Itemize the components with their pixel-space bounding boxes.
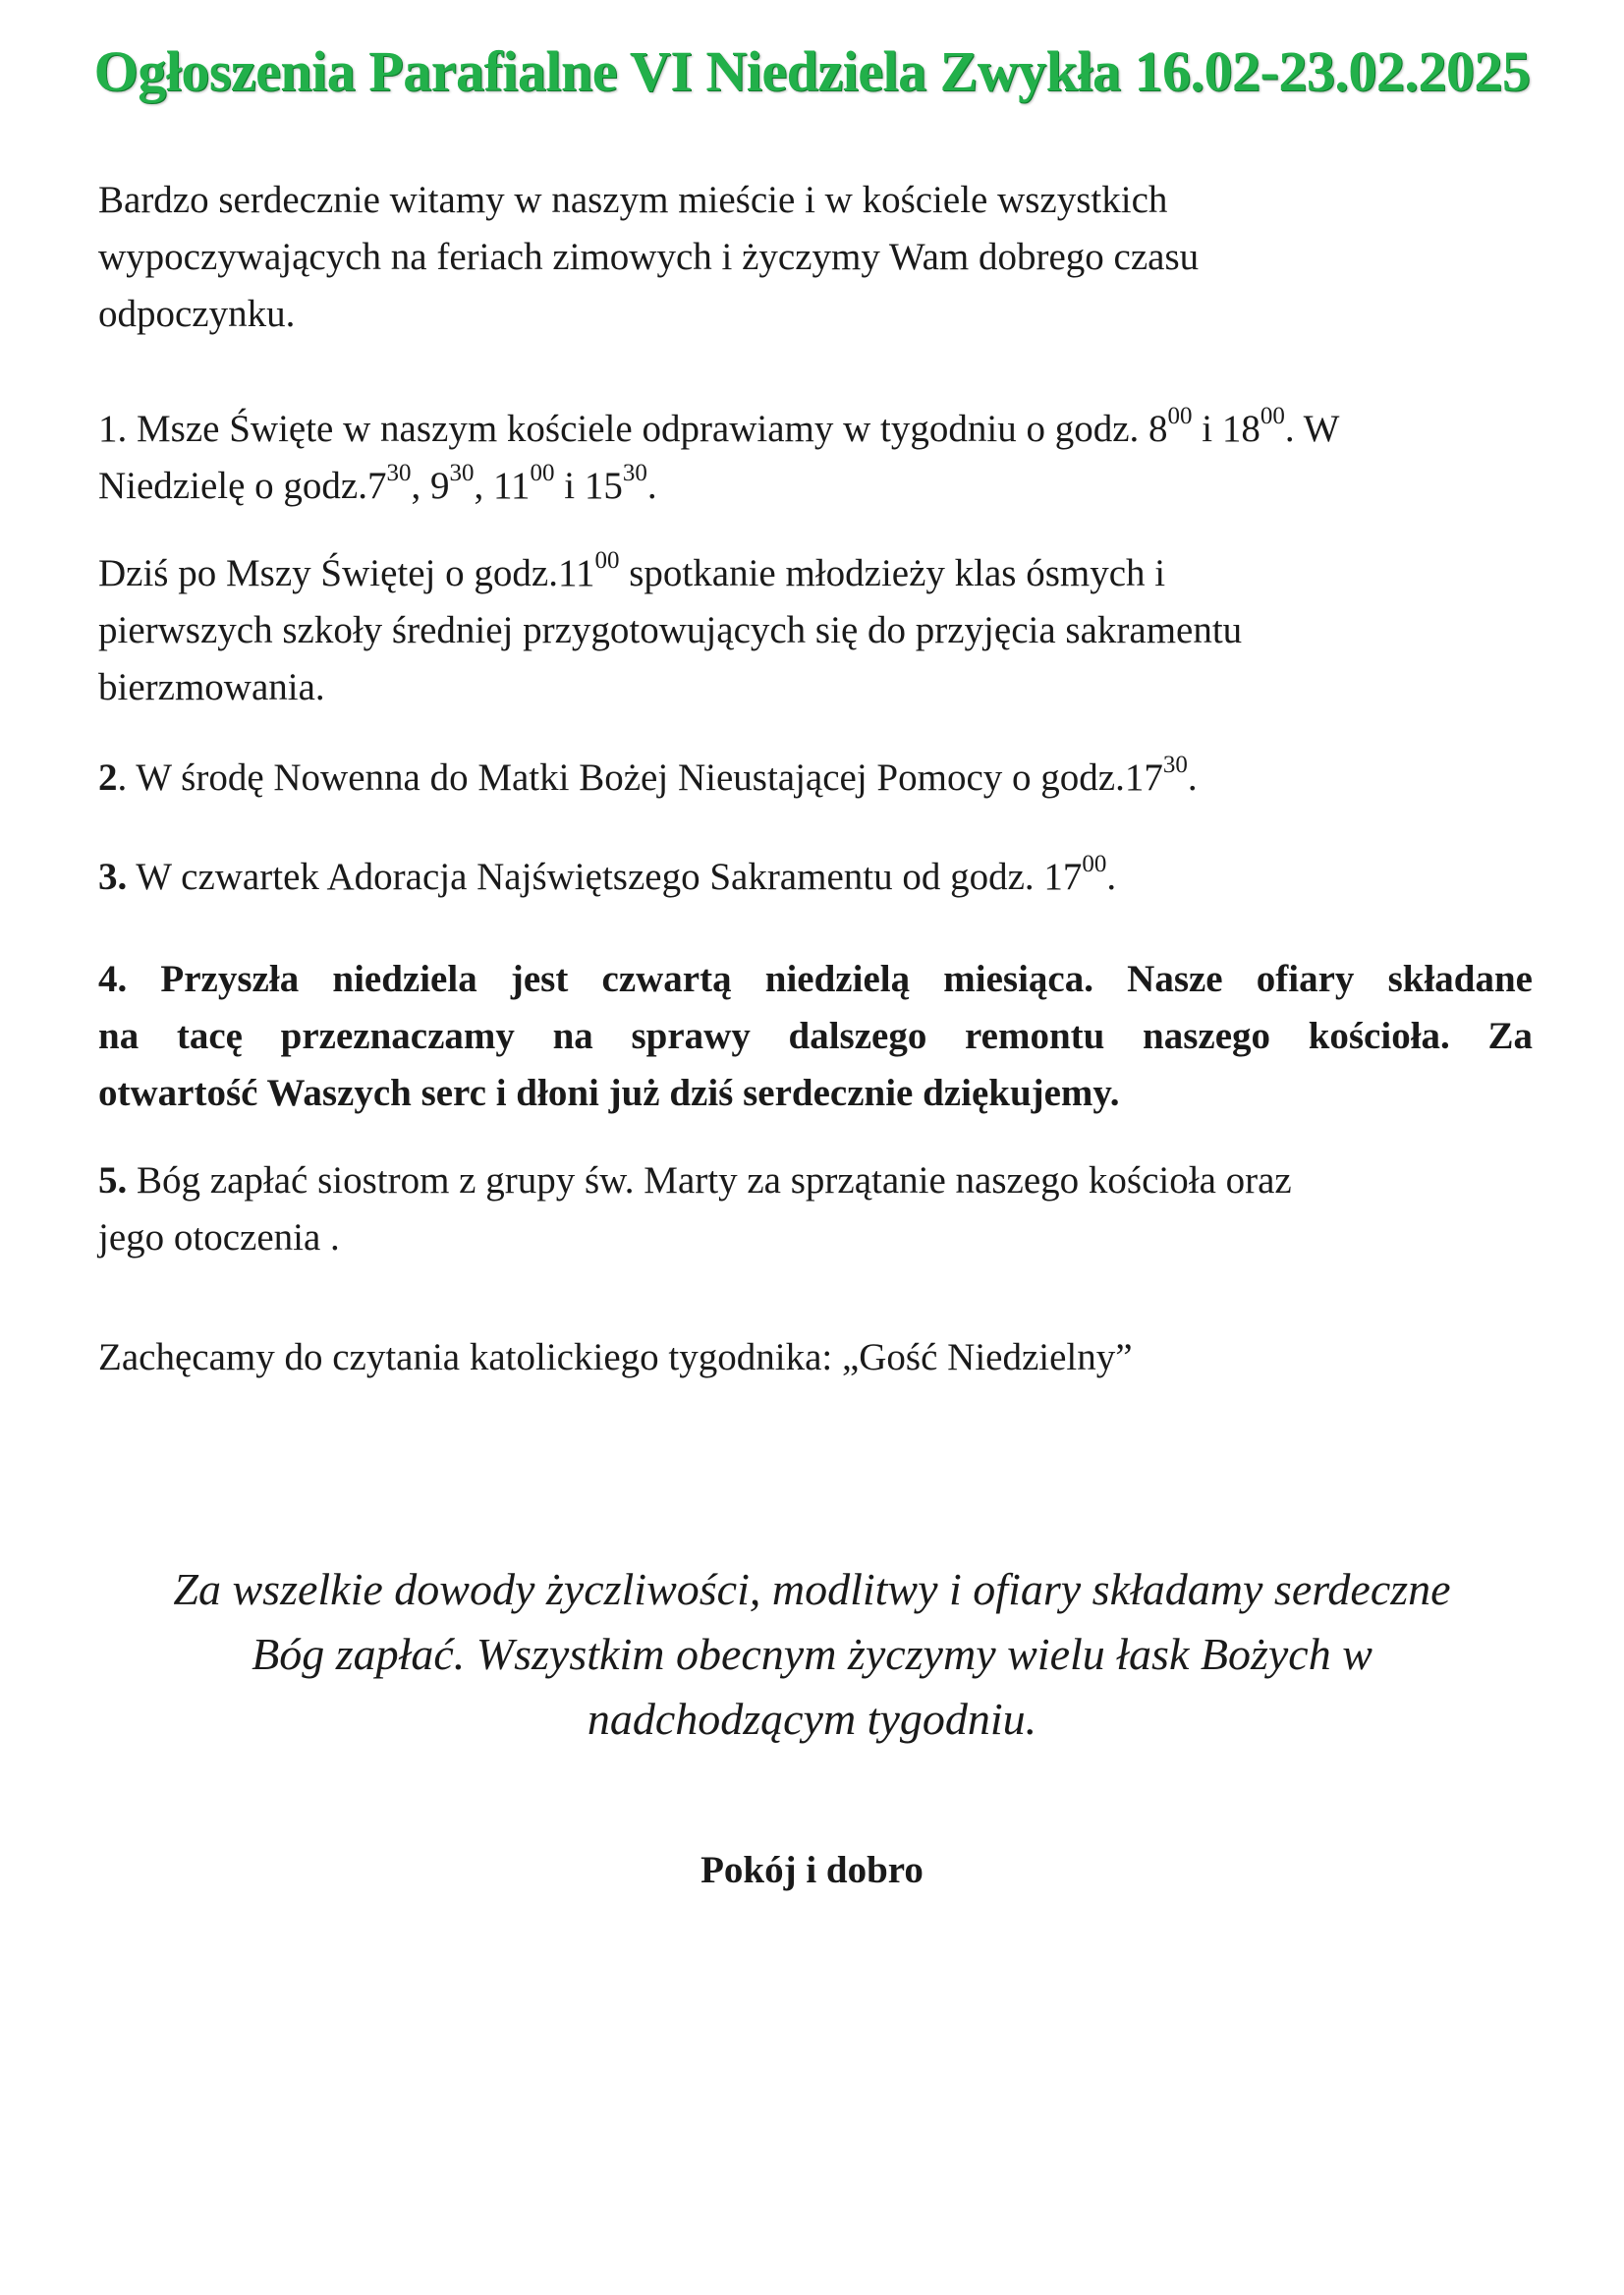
mass-time-text: . [646,465,657,507]
greeting-paragraph [98,172,1533,343]
mass-time-text: , 9 [411,465,450,507]
announcement-4 [98,951,1533,1122]
youth-meeting-line-2: pierwszych szkoły średniej przygotowujących się do przyjęcia sakramentu [98,609,1243,651]
time-sup: 00 [1167,403,1193,429]
announcement-4-line-3: otwartość Waszych serc i dłoni już dziś serdecznie dziękujemy. [98,1072,1120,1114]
announcement-1 [98,401,1533,515]
announcement-2-number: 2 [98,756,118,799]
page-title: Ogłoszenia Parafialne VI Niedziela Zwykła 16.02-23.02.2025 [93,39,1531,103]
announcement-2 [98,750,1533,807]
announcement-4-line-1: 4. Przyszła niedziela jest czwartą niedzielą miesiąca. Nasze ofiary składane [98,958,1533,1000]
reading-recommendation: Zachęcamy do czytania katolickiego tygodnika: „Gość Niedzielny” [98,1336,1133,1378]
closing-paragraph [0,1557,1624,1752]
time-sup: 00 [594,547,620,574]
announcement-4-line-2: na tacę przeznaczamy na sprawy dalszego remontu naszego kościoła. Za [98,1015,1533,1057]
mass-time-text: , 11 [474,465,531,507]
greeting-line-2: wypoczywających na feriach zimowych i życzymy Wam dobrego czasu [98,236,1200,278]
time-sup: 00 [530,460,555,486]
announcement-5 [98,1152,1533,1266]
announcement-2-text: . [1187,756,1198,799]
greeting-line-3: odpoczynku. [98,293,296,335]
mass-times-sunday: Niedzielę o godz.7 [98,465,387,507]
youth-meeting-paragraph [98,545,1533,716]
youth-meeting-text: Dziś po Mszy Świętej o godz.11 [98,552,595,594]
youth-meeting-line-3: bierzmowania. [98,666,325,708]
youth-meeting-line-1 [98,545,1533,602]
time-sup: 30 [1162,752,1188,778]
time-sup: 00 [1082,851,1107,877]
closing-line-1: Za wszelkie dowody życzliwości, modlitwy i ofiary składamy serdeczne [173,1564,1451,1614]
greeting-line-1: Bardzo serdecznie witamy w naszym mieście i w kościele wszystkich [98,179,1168,221]
announcement-5-line-1 [98,1152,1533,1209]
time-sup: 30 [622,460,647,486]
mass-time-text: . W [1284,408,1340,450]
announcement-3-text: W czwartek Adoracja Najświętszego Sakramentu od godz. 17 [127,856,1083,898]
time-sup: 30 [386,460,412,486]
announcement-5-number: 5. [98,1159,128,1202]
closing-line-3: nadchodzącym tygodniu. [587,1694,1037,1744]
time-sup: 00 [1260,403,1285,429]
mass-time-text: i 18 [1192,408,1260,450]
announcement-3-number: 3. [98,856,128,898]
mass-times-weekday: 1. Msze Święte w naszym kościele odprawiamy w tygodniu o godz. 8 [98,408,1168,450]
announcement-1-line-1 [98,401,1533,458]
youth-meeting-text: spotkanie młodzieży klas ósmych i [619,552,1166,594]
sign-off: Pokój i dobro [700,1849,924,1891]
announcement-5-text: Bóg zapłać siostrom z grupy św. Marty za sprzątanie naszego kościoła oraz [127,1159,1292,1202]
time-sup: 30 [449,460,475,486]
closing-line-2: Bóg zapłać. Wszystkim obecnym życzymy wielu łask Bożych w [252,1629,1372,1679]
announcement-1-line-2 [98,458,1533,515]
announcement-5-line-2: jego otoczenia . [98,1216,340,1259]
announcement-3-text: . [1106,856,1117,898]
mass-time-text: i 15 [554,465,623,507]
announcement-3 [98,849,1533,906]
announcement-2-text: . W środę Nowenna do Matki Bożej Nieustającej Pomocy o godz.17 [117,756,1163,799]
